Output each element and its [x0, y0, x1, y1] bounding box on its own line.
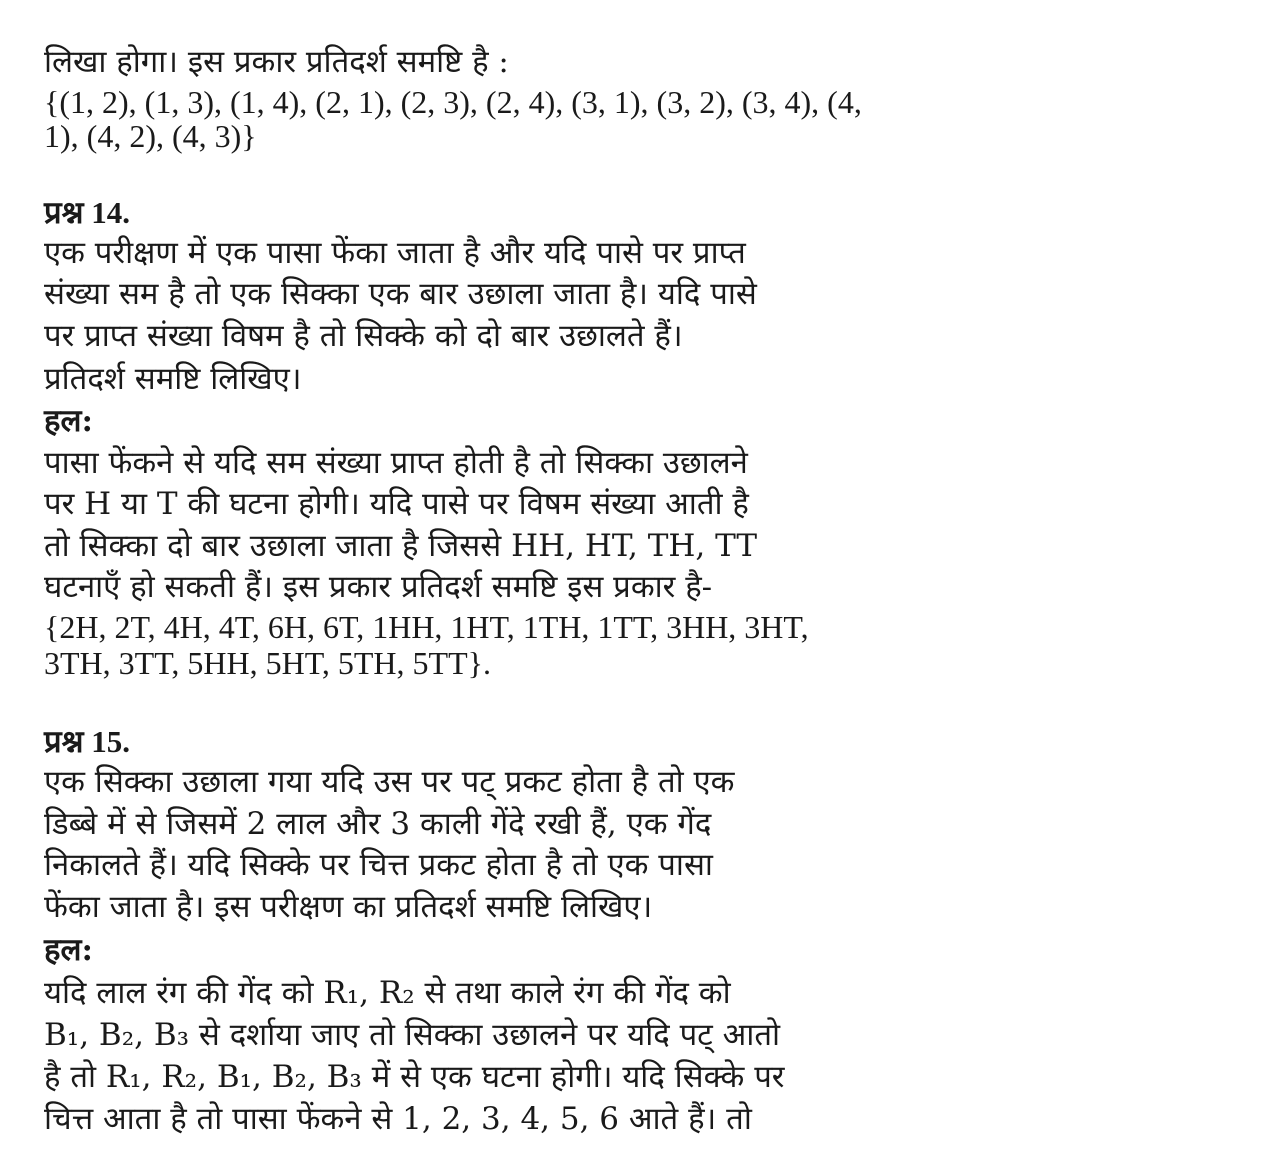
question-15-solution-line-4: चित्त आता है तो पासा फेंकने से 1, 2, 3, 4, 5, 6 आते हैं। तो	[44, 1101, 752, 1137]
intro-line-1: लिखा होगा। इस प्रकार प्रतिदर्श समष्टि है :	[44, 44, 509, 80]
question-14-solution-line-1: पासा फेंकने से यदि सम संख्या प्राप्त होती है तो सिक्का उछालने	[44, 445, 748, 481]
question-15-solution-line-2: B₁, B₂, B₃ से दर्शाया जाए तो सिक्का उछालने पर यदि पट् आतो	[44, 1017, 781, 1053]
question-14-sample-space-line-2: 3TH, 3TT, 5HH, 5HT, 5TH, 5TT}.	[44, 645, 491, 681]
question-14-solution-line-2: पर H या T की घटना होगी। यदि पासे पर विषम संख्या आती है	[44, 486, 749, 522]
question-14-text-line-1: एक परीक्षण में एक पासा फेंका जाता है और यदि पासे पर प्राप्त	[44, 235, 746, 271]
question-14-heading: प्रश्न 14.	[44, 195, 131, 230]
intro-sample-space-line-1: {(1, 2), (1, 3), (1, 4), (2, 1), (2, 3), (2, 4), (3, 1), (3, 2), (3, 4), (4,	[44, 84, 862, 120]
question-14-text-line-2: संख्या सम है तो एक सिक्का एक बार उछाला जाता है। यदि पासे	[44, 276, 757, 312]
question-15-text-line-2: डिब्बे में से जिसमें 2 लाल और 3 काली गेंदे रखी हैं, एक गेंद	[44, 806, 712, 842]
question-14-solution-line-4: घटनाएँ हो सकती हैं। इस प्रकार प्रतिदर्श समष्टि इस प्रकार है-	[44, 569, 713, 605]
question-15-text-line-3: निकालते हैं। यदि सिक्के पर चित्त प्रकट होता है तो एक पासा	[44, 847, 713, 883]
question-14-solution-label: हल:	[44, 403, 93, 439]
intro-sample-space-line-2: 1), (4, 2), (4, 3)}	[44, 118, 257, 154]
question-15-text-line-1: एक सिक्का उछाला गया यदि उस पर पट् प्रकट होता है तो एक	[44, 764, 735, 800]
question-15-solution-label: हल:	[44, 932, 93, 968]
question-15-heading: प्रश्न 15.	[44, 724, 131, 759]
question-14-text-line-4: प्रतिदर्श समष्टि लिखिए।	[44, 361, 302, 397]
question-15-solution-line-3: है तो R₁, R₂, B₁, B₂, B₃ में से एक घटना होगी। यदि सिक्के पर	[44, 1059, 785, 1095]
question-14-solution-line-3: तो सिक्का दो बार उछाला जाता है जिससे HH, HT, TH, TT	[44, 528, 758, 564]
question-14-text-line-3: पर प्राप्त संख्या विषम है तो सिक्के को दो बार उछालते हैं।	[44, 318, 683, 354]
question-15-solution-line-1: यदि लाल रंग की गेंद को R₁, R₂ से तथा काले रंग की गेंद को	[44, 975, 731, 1011]
question-14-sample-space-line-1: {2H, 2T, 4H, 4T, 6H, 6T, 1HH, 1HT, 1TH, 1TT, 3HH, 3HT,	[44, 609, 809, 645]
question-15-text-line-4: फेंका जाता है। इस परीक्षण का प्रतिदर्श समष्टि लिखिए।	[44, 889, 653, 925]
